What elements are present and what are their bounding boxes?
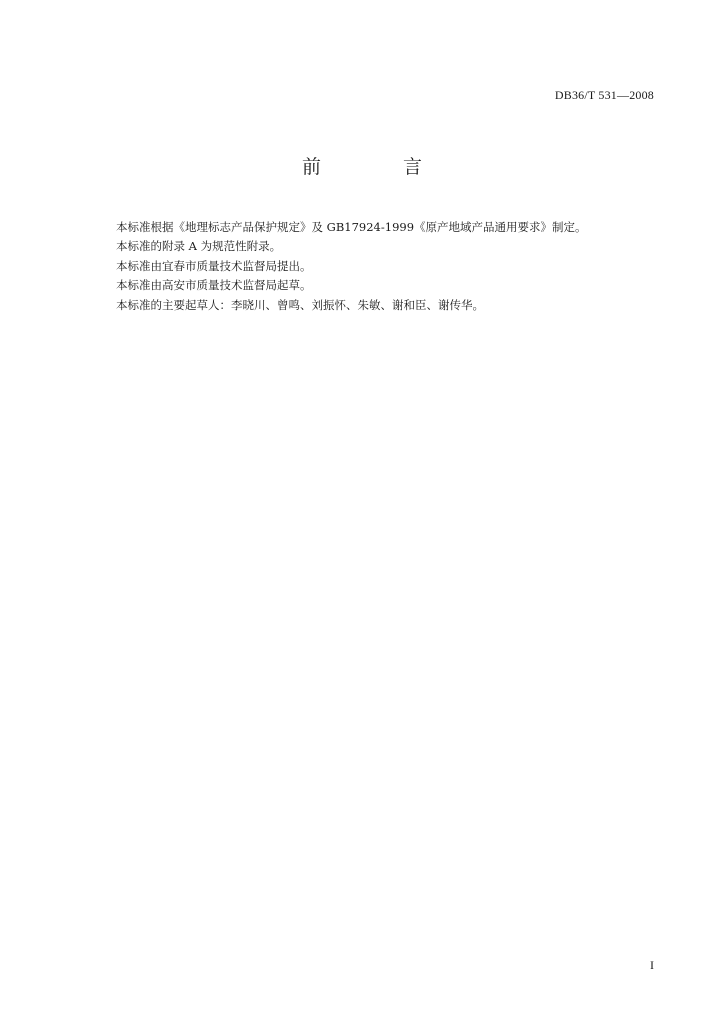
foreword-paragraph: 本标准由高安市质量技术监督局起草。 bbox=[116, 278, 312, 293]
foreword-paragraph: 本标准的主要起草人：李晓川、曾鸣、刘振怀、朱敏、谢和臣、谢传华。 bbox=[116, 297, 484, 312]
page-number: I bbox=[650, 958, 654, 972]
foreword-paragraph: 本标准根据《地理标志产品保护规定》及 GB17924-1999《原产地域产品通用要求》制定。 bbox=[116, 220, 587, 234]
foreword-paragraph: 本标准的附录 A 为规范性附录。 bbox=[116, 239, 282, 254]
foreword-title: 前 言 bbox=[301, 156, 461, 178]
document-code: DB36/T 531—2008 bbox=[554, 88, 654, 102]
foreword-paragraph: 本标准由宜春市质量技术监督局提出。 bbox=[116, 258, 312, 273]
foreword-body bbox=[116, 218, 656, 315]
